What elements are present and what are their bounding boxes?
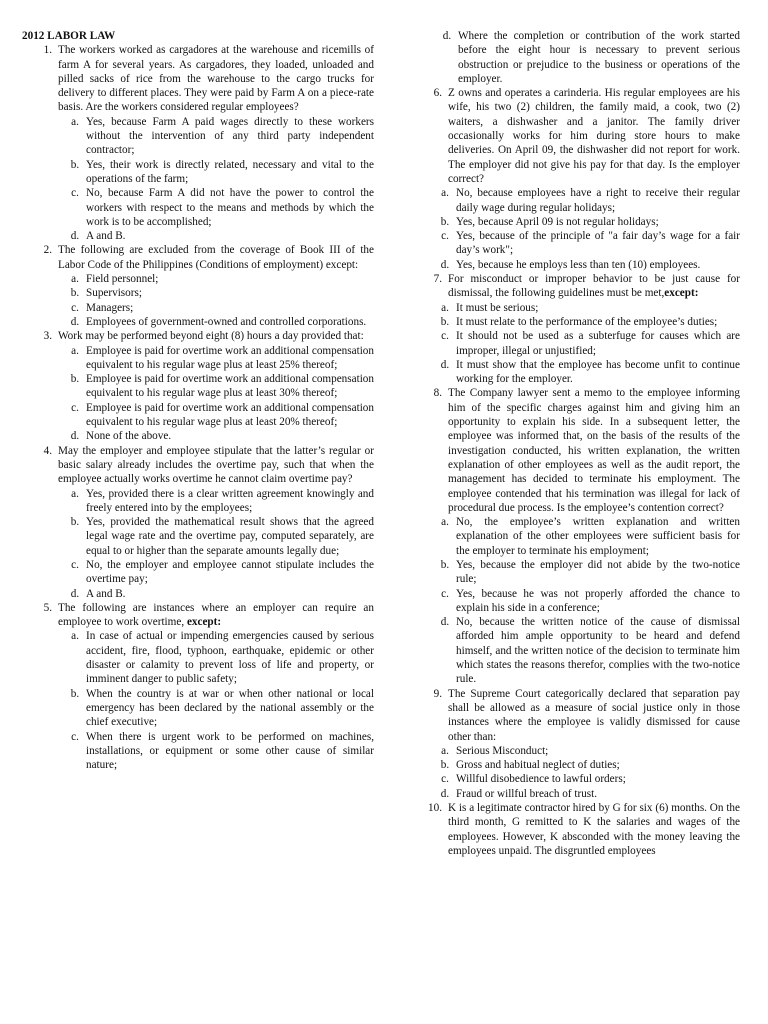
- question-number: 3.: [43, 330, 52, 343]
- option-text: Employee is paid for overtime work an additional compensation equivalent to his regular wage plus at least 30% thereof;: [86, 373, 374, 400]
- option-letter: b.: [70, 687, 80, 700]
- option-d: [22, 429, 374, 443]
- option-d: [412, 787, 740, 801]
- option-text: Managers;: [86, 301, 134, 314]
- question-text: [448, 272, 740, 301]
- option-letter: a.: [71, 487, 79, 500]
- option-text: It must relate to the performance of the employee’s duties;: [456, 315, 718, 328]
- question-6-options: [412, 186, 740, 272]
- question-1: [22, 43, 374, 114]
- option-text: Gross and habitual neglect of duties;: [456, 759, 620, 772]
- option-text: Yes, because of the principle of "a fair day’s wage for a fair day’s work";: [456, 230, 740, 257]
- question-text: The following are excluded from the coverage of Book III of the Labor Code of the Philippines (Conditions of employment) except:: [58, 244, 374, 271]
- option-c: [412, 229, 740, 258]
- question-5-options-continued: [412, 29, 740, 86]
- option-letter: d.: [440, 787, 450, 800]
- option-text: It must show that the employee has become unfit to continue working for the employer.: [456, 358, 740, 386]
- option-text: Employee is paid for overtime work an additional compensation equivalent to his regular wage plus at least 25% thereof;: [86, 344, 374, 371]
- option-text: It should not be used as a subterfuge for causes which are improper, illegal or unjustified;: [456, 330, 740, 357]
- question-text-main: The following are instances where an employer can require an employee to work overtime,: [58, 601, 374, 629]
- option-text: Yes, because he employs less than ten (10) employees.: [456, 258, 701, 271]
- option-c: [22, 730, 374, 773]
- question-9: [412, 687, 740, 744]
- question-9-options: [412, 744, 740, 801]
- option-a: [412, 515, 740, 558]
- option-text: Supervisors;: [86, 287, 142, 300]
- option-a: [22, 487, 374, 516]
- option-letter: b.: [70, 373, 80, 386]
- option-d: [412, 615, 740, 686]
- question-text: The Supreme Court categorically declared that separation pay shall be allowed as a measure of social justice only in those instances where the employee is validly dismissed for cause other than:: [448, 687, 740, 743]
- question-text: [58, 601, 374, 630]
- option-letter: b.: [440, 759, 450, 772]
- option-letter: c.: [71, 301, 79, 314]
- option-b: [22, 158, 374, 187]
- option-text: No, the employee’s written explanation and written explanation of the other employees were sufficient basis for the employer to terminate his employment;: [456, 516, 740, 557]
- option-letter: d.: [70, 587, 80, 600]
- question-8: [412, 386, 740, 515]
- option-letter: a.: [71, 273, 79, 286]
- question-text: Work may be performed beyond eight (8) hours a day provided that:: [58, 330, 364, 343]
- option-text: Fraud or willful breach of trust.: [456, 787, 598, 800]
- question-3: [22, 329, 374, 343]
- question-number: 6.: [433, 87, 442, 100]
- option-b: [22, 515, 374, 558]
- option-a: [22, 115, 374, 158]
- option-letter: c.: [71, 187, 79, 200]
- option-letter: a.: [441, 744, 449, 757]
- option-text: In case of actual or impending emergencies caused by serious accident, fire, flood, typhoon, earthquake, epidemic or other disaster or calamity to prevent loss of life and property, or imminent danger to public safety;: [86, 630, 374, 686]
- option-letter: a.: [441, 187, 449, 200]
- option-letter: a.: [71, 115, 79, 128]
- option-a: [412, 301, 740, 315]
- question-number: 2.: [43, 244, 52, 257]
- question-text-main: For misconduct or improper behavior to be just cause for dismissal, the following guidelines must be met,: [448, 273, 740, 300]
- question-number: 7.: [433, 273, 442, 286]
- option-letter: d.: [440, 616, 450, 629]
- question-5: [22, 601, 374, 630]
- option-letter: d.: [440, 358, 450, 371]
- option-d: [412, 258, 740, 272]
- question-number: 9.: [433, 687, 442, 700]
- option-c: [22, 186, 374, 229]
- question-7: [412, 272, 740, 301]
- option-letter: b.: [70, 287, 80, 300]
- option-letter: a.: [441, 516, 449, 529]
- option-letter: d.: [440, 258, 450, 271]
- question-7-options: [412, 301, 740, 387]
- option-letter: c.: [441, 330, 449, 343]
- option-text: No, the employer and employee cannot stipulate includes the overtime pay;: [86, 558, 374, 586]
- option-text: Employees of government-owned and controlled corporations.: [86, 315, 367, 328]
- option-b: [412, 758, 740, 772]
- option-letter: b.: [440, 315, 450, 328]
- option-b: [22, 372, 374, 401]
- option-letter: d.: [70, 430, 80, 443]
- document-title: 2012 LABOR LAW: [22, 30, 116, 42]
- option-text: None of the above.: [86, 430, 172, 443]
- question-1-options: [22, 115, 374, 244]
- option-letter: c.: [441, 230, 449, 243]
- question-2: [22, 243, 374, 272]
- option-c: [412, 329, 740, 358]
- question-4: [22, 444, 374, 487]
- option-a: [22, 344, 374, 373]
- option-text: A and B.: [86, 230, 126, 243]
- question-number: 5.: [43, 601, 52, 614]
- option-b: [22, 286, 374, 300]
- question-number: 10.: [428, 802, 442, 815]
- option-text: When the country is at war or when other national or local emergency has been declared by the national assembly or the chief executive;: [86, 687, 374, 729]
- option-d: [22, 229, 374, 243]
- option-text: A and B.: [86, 587, 126, 600]
- option-a: [22, 629, 374, 686]
- option-text: Employee is paid for overtime work an additional compensation equivalent to his regular wage plus at least 20% thereof;: [86, 401, 374, 429]
- question-2-options: [22, 272, 374, 329]
- option-a: [412, 744, 740, 758]
- question-number: 8.: [433, 387, 442, 400]
- question-8-options: [412, 515, 740, 687]
- question-text: K is a legitimate contractor hired by G for six (6) months. On the third month, G remitted to K the salaries and wages of the employees. However, K absconded with the money leaving the employees unpaid. The disgruntled employees: [448, 802, 740, 857]
- option-letter: d.: [70, 315, 80, 328]
- option-text: Yes, provided there is a clear written agreement knowingly and freely entered into by the employees;: [86, 487, 374, 514]
- option-d: [412, 358, 740, 387]
- option-c: [22, 301, 374, 315]
- option-letter: c.: [71, 401, 79, 414]
- option-c: [22, 401, 374, 430]
- option-text: No, because Farm A did not have the power to control the workers with respect to the means and methods by which the work is to be accomplished;: [86, 187, 374, 228]
- option-letter: b.: [70, 516, 80, 529]
- option-c: [412, 772, 740, 786]
- option-c: [22, 558, 374, 587]
- option-letter: a.: [71, 630, 79, 643]
- option-b: [22, 687, 374, 730]
- option-text: When there is urgent work to be performed on machines, installations, or equipment or some other cause of similar nature;: [86, 730, 374, 772]
- question-text: May the employer and employee stipulate that the latter’s regular or basic salary already includes the overtime pay, such that when the employee actually works overtime he cannot claim overtime pay?: [58, 444, 374, 486]
- question-10: [412, 801, 740, 858]
- question-4-options: [22, 487, 374, 601]
- option-d: [22, 587, 374, 601]
- option-letter: b.: [440, 558, 450, 571]
- option-text: Where the completion or contribution of the work started before the eight hour is necessary to prevent serious obstruction or prejudice to the business or operations of the employer.: [458, 30, 740, 85]
- right-column: [412, 29, 740, 1024]
- option-text: No, because the written notice of the cause of dismissal afforded him ample opportunity to be heard and defend himself, and the written notice of the decision to terminate him which states the reasons therefor, complies with the two-notice rule.: [456, 616, 740, 686]
- option-letter: a.: [441, 301, 449, 314]
- option-text: Field personnel;: [86, 273, 159, 286]
- question-number: 1.: [43, 44, 52, 57]
- question-text-emphasis: except:: [664, 287, 699, 300]
- question-text: The workers worked as cargadores at the warehouse and ricemills of farm A for several years. As cargadores, they loaded, unloaded and pilled sacks of rice from the warehouse to the cargo trucks for delivery to different places. They were paid by Farm A on a piece-rate basis. Are the workers considered regular employees?: [58, 44, 374, 114]
- option-letter: d.: [442, 30, 452, 42]
- question-5-options: [22, 629, 374, 772]
- option-text: Yes, because he was not properly afforded the chance to explain his side in a conference;: [456, 587, 740, 614]
- option-b: [412, 215, 740, 229]
- question-text: Z owns and operates a carinderia. His regular employees are his wife, his two (2) children, the family maid, a cook, two (2) waiters, a dishwasher and a janitor. The family driver occasionally works for him during store hours to make deliveries. On April 09, the dishwasher did not report for work. The employer did not give his pay for that day. Is the employer correct?: [448, 87, 740, 185]
- question-6: [412, 86, 740, 186]
- option-text: Serious Misconduct;: [456, 744, 549, 757]
- option-a: [412, 186, 740, 215]
- option-text: It must be serious;: [456, 301, 539, 314]
- option-letter: d.: [70, 230, 80, 243]
- option-d: [22, 315, 374, 329]
- option-text: Willful disobedience to lawful orders;: [456, 773, 626, 786]
- option-text: Yes, provided the mathematical result shows that the agreed legal wage rate and the overtime pay, computed separately, are equal to or higher than the separate amounts legally due;: [86, 516, 374, 557]
- option-letter: b.: [440, 215, 450, 228]
- option-letter: c.: [71, 730, 79, 743]
- option-letter: c.: [441, 587, 449, 600]
- option-text: Yes, because Farm A paid wages directly to these workers without the intervention of any third party independent contractor;: [86, 115, 374, 157]
- question-3-options: [22, 344, 374, 444]
- option-a: [22, 272, 374, 286]
- option-letter: a.: [71, 344, 79, 357]
- option-b: [412, 558, 740, 587]
- option-text: Yes, because April 09 is not regular holidays;: [456, 215, 659, 228]
- option-d: [412, 29, 740, 86]
- option-text: Yes, because the employer did not abide by the two-notice rule;: [456, 558, 740, 586]
- question-text-emphasis: except:: [186, 616, 222, 629]
- option-text: No, because employees have a right to receive their regular daily wage during regular holidays;: [456, 187, 740, 214]
- option-letter: c.: [71, 558, 79, 571]
- option-text: Yes, their work is directly related, necessary and vital to the operations of the farm;: [86, 158, 374, 185]
- question-number: 4.: [43, 444, 52, 457]
- option-letter: c.: [441, 773, 449, 786]
- left-column: [22, 29, 374, 1024]
- option-b: [412, 315, 740, 329]
- question-text: The Company lawyer sent a memo to the employee informing him of the specific charges against him and giving him an opportunity to explain his side. In a subsequent letter, the employee was informed that, on the basis of the results of the investigation conducted, his written explanation, the written explanation of other employees as well as the audit report, the management has decided to terminate his employment. The employee contended that his termination was illegal for lack of procedural due process. Is the employee’s contention correct?: [448, 387, 740, 514]
- option-c: [412, 587, 740, 616]
- option-letter: b.: [70, 158, 80, 171]
